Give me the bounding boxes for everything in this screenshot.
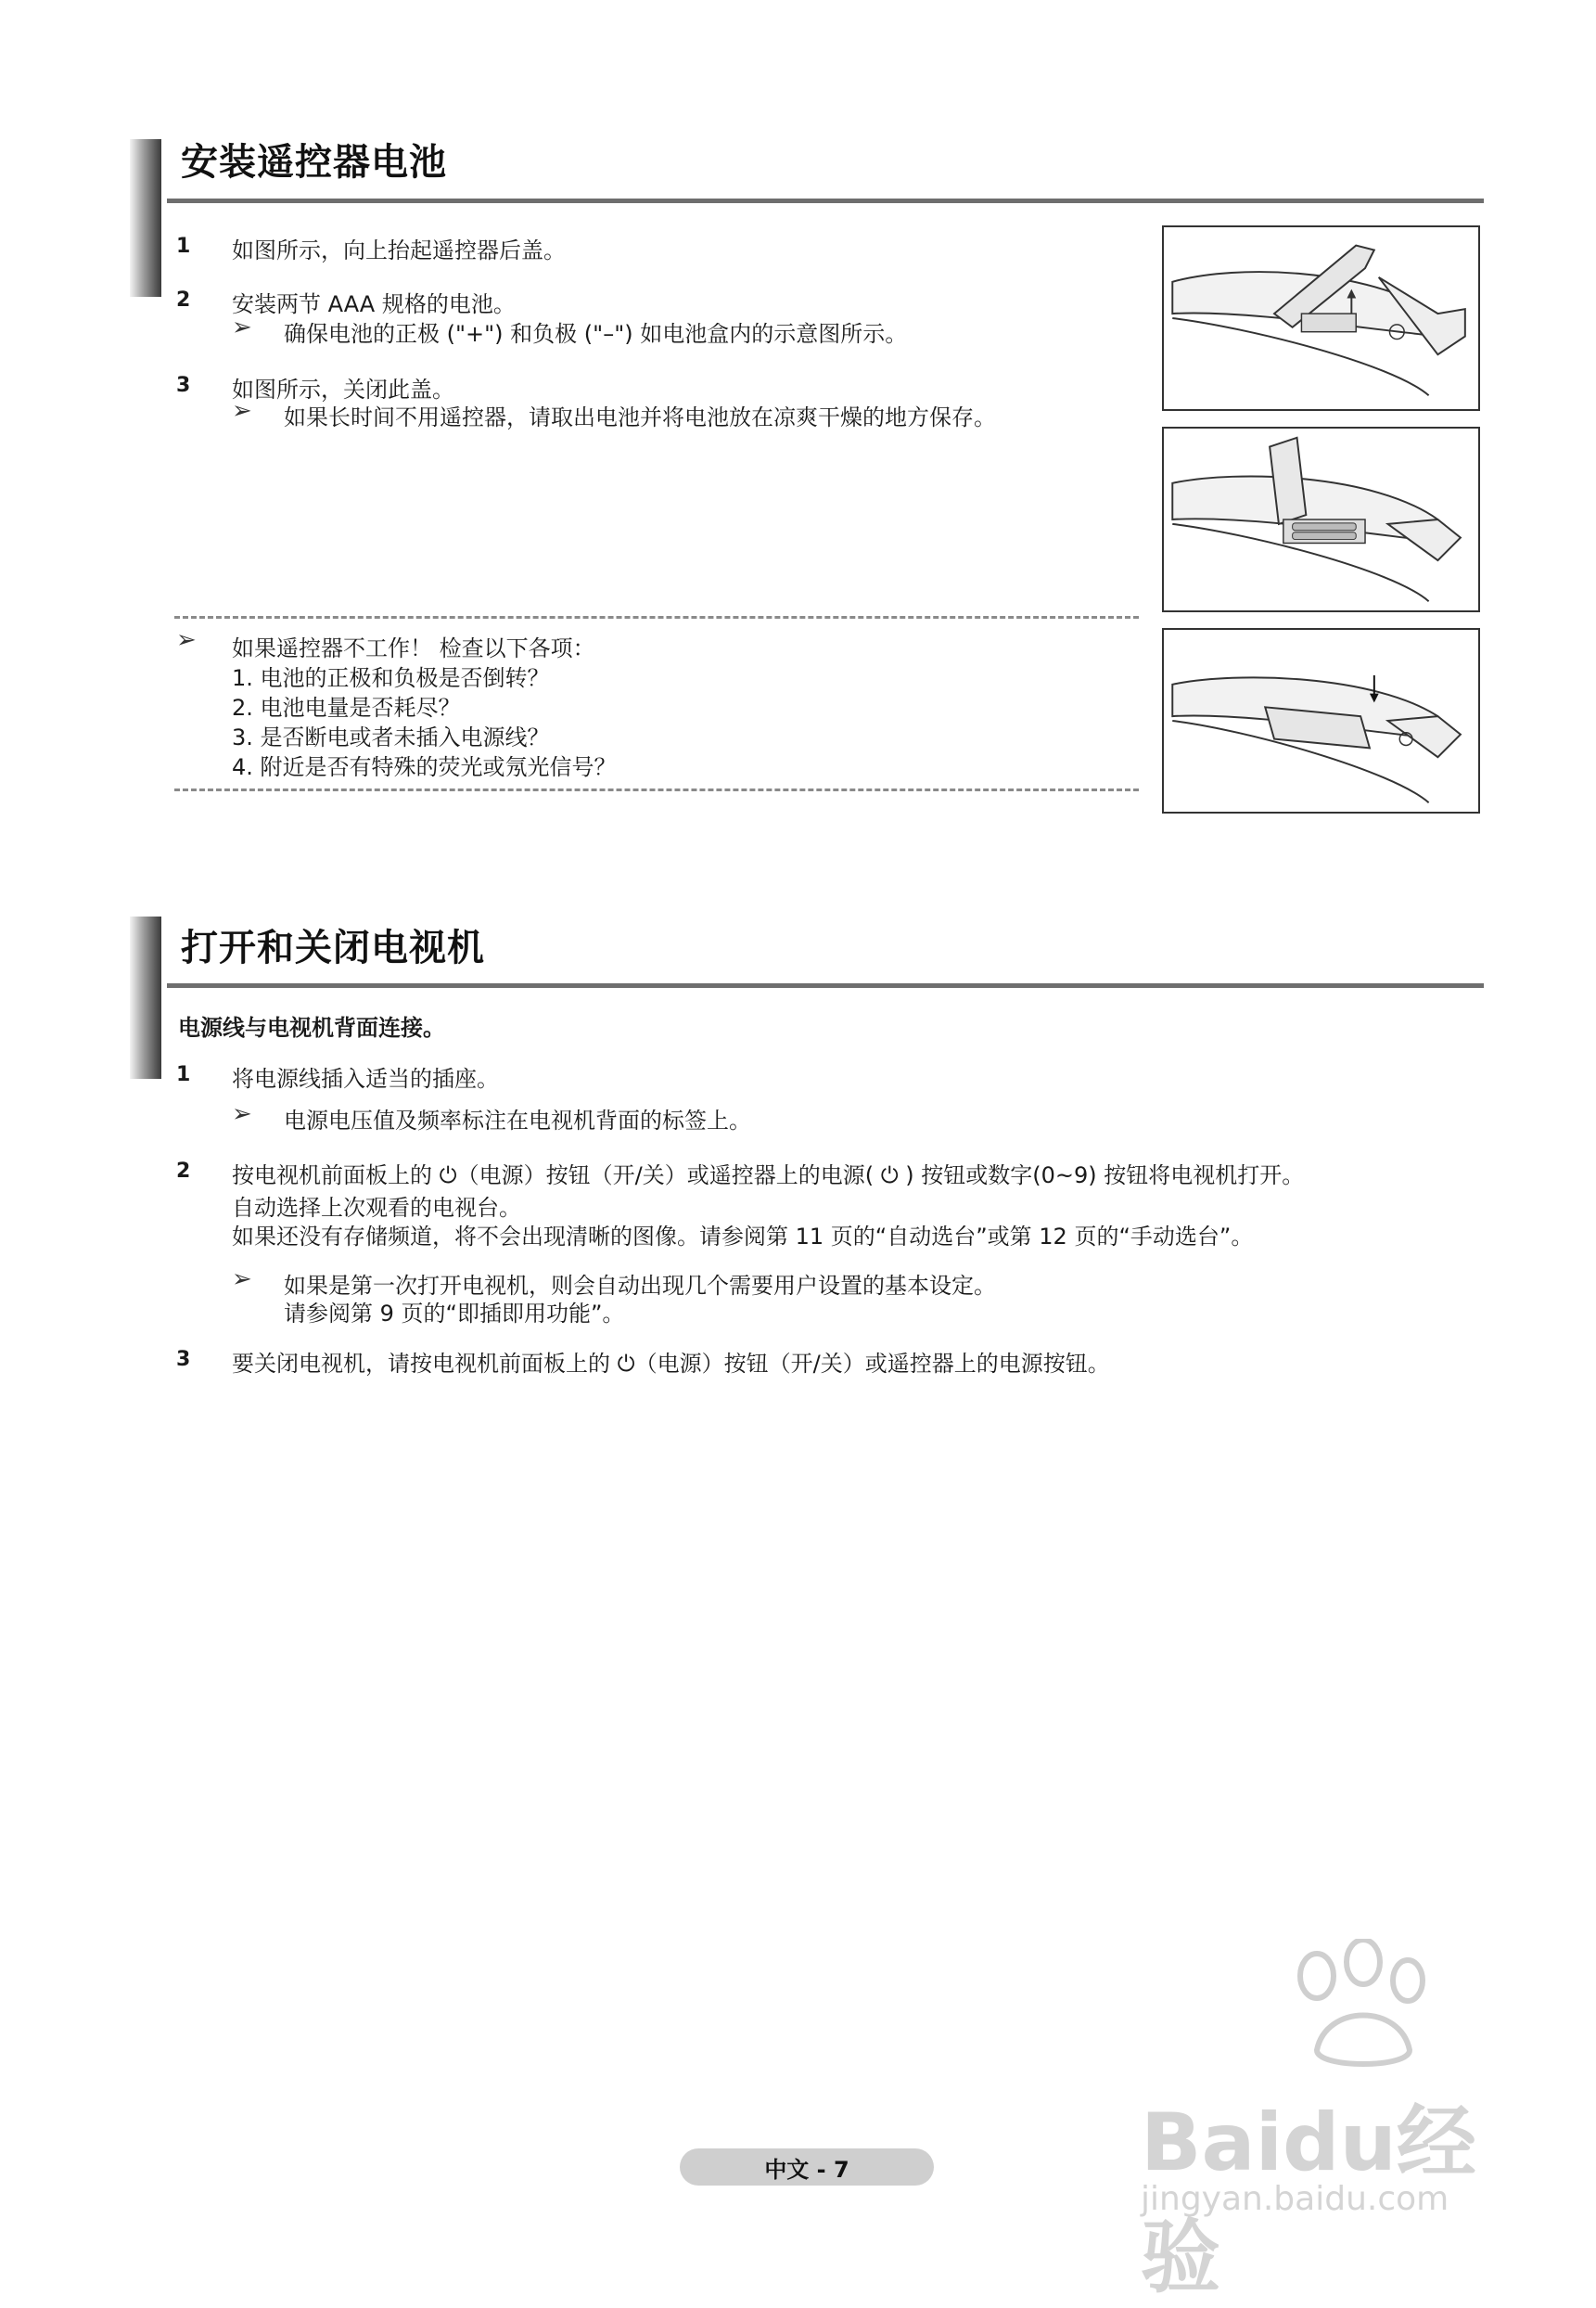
section1-title: 安装遥控器电池: [181, 141, 447, 184]
tip-item: 1. 电池的正极和负极是否倒转？: [232, 665, 550, 691]
baidu-watermark: [1122, 1939, 1512, 2304]
note-text: 电源电压值及频率标注在电视机背面的标签上。: [284, 1108, 751, 1134]
step-text: 自动选择上次观看的电视台。: [232, 1195, 521, 1221]
section2-intro: 电源线与电视机背面连接。: [178, 1015, 445, 1041]
paw-icon: [1261, 1939, 1447, 2078]
section2-rule: [167, 983, 1484, 988]
step-text: 如图所示，关闭此盖。: [232, 377, 454, 403]
step-text: 要关闭电视机，请按电视机前面板上的 ⏻（电源）按钮（开/关）或遥控器上的电源按钮。: [232, 1351, 1110, 1377]
note-arrow-icon: ➢: [176, 626, 197, 654]
step-text: 将电源线插入适当的插座。: [232, 1066, 499, 1092]
section1-rule: [167, 199, 1484, 203]
page-number-label: 中文 - 7: [764, 2156, 849, 2183]
step-number: 3: [176, 1348, 191, 1371]
watermark-url: jingyan.baidu.com: [1141, 2180, 1449, 2218]
tip-top-divider: [174, 616, 1139, 619]
step-number: 1: [176, 235, 191, 258]
note-text: 确保电池的正极 ("+") 和负极 ("–") 如电池盒内的示意图所示。: [284, 321, 908, 347]
watermark-logo: Baidu经验: [1141, 2096, 1476, 2304]
section2-side-bar: [130, 917, 161, 1079]
step-text: 如果还没有存储频道，将不会出现清晰的图像。请参阅第 11 页的“自动选台”或第 12 页的“手动选台”。: [232, 1224, 1254, 1250]
note-arrow-icon: ➢: [232, 1100, 252, 1128]
section1-side-bar: [130, 139, 161, 297]
tip-item: 3. 是否断电或者未插入电源线？: [232, 724, 550, 750]
note-arrow-icon: ➢: [232, 314, 252, 341]
note-arrow-icon: ➢: [232, 397, 252, 425]
note-text: 请参阅第 9 页的“即插即用功能”。: [284, 1301, 625, 1327]
tip-item: 4. 附近是否有特殊的荧光或氖光信号？: [232, 754, 617, 780]
remote-battery-figure: [1162, 427, 1480, 612]
step-number: 2: [176, 1160, 191, 1183]
step-text: 按电视机前面板上的 ⏻（电源）按钮（开/关）或遥控器上的电源( ⏻ ) 按钮或数字(0~9) 按钮将电视机打开。: [232, 1162, 1305, 1188]
section2-title: 打开和关闭电视机: [181, 927, 485, 969]
step-number: 1: [176, 1063, 191, 1086]
tip-item: 2. 电池电量是否耗尽？: [232, 695, 461, 721]
page-number-badge: [680, 2148, 934, 2186]
remote-cover-open-figure: [1162, 225, 1480, 411]
note-arrow-icon: ➢: [232, 1265, 252, 1293]
step-number: 2: [176, 288, 191, 312]
tip-bottom-divider: [174, 789, 1139, 791]
step-text: 如图所示，向上抬起遥控器后盖。: [232, 237, 566, 263]
tip-heading: 如果遥控器不工作！ 检查以下各项：: [232, 635, 595, 661]
step-number: 3: [176, 374, 191, 397]
note-text: 如果是第一次打开电视机，则会自动出现几个需要用户设置的基本设定。: [284, 1273, 996, 1299]
remote-cover-close-figure: [1162, 628, 1480, 814]
note-text: 如果长时间不用遥控器，请取出电池并将电池放在凉爽干燥的地方保存。: [284, 404, 996, 430]
step-text: 安装两节 AAA 规格的电池。: [232, 291, 516, 317]
